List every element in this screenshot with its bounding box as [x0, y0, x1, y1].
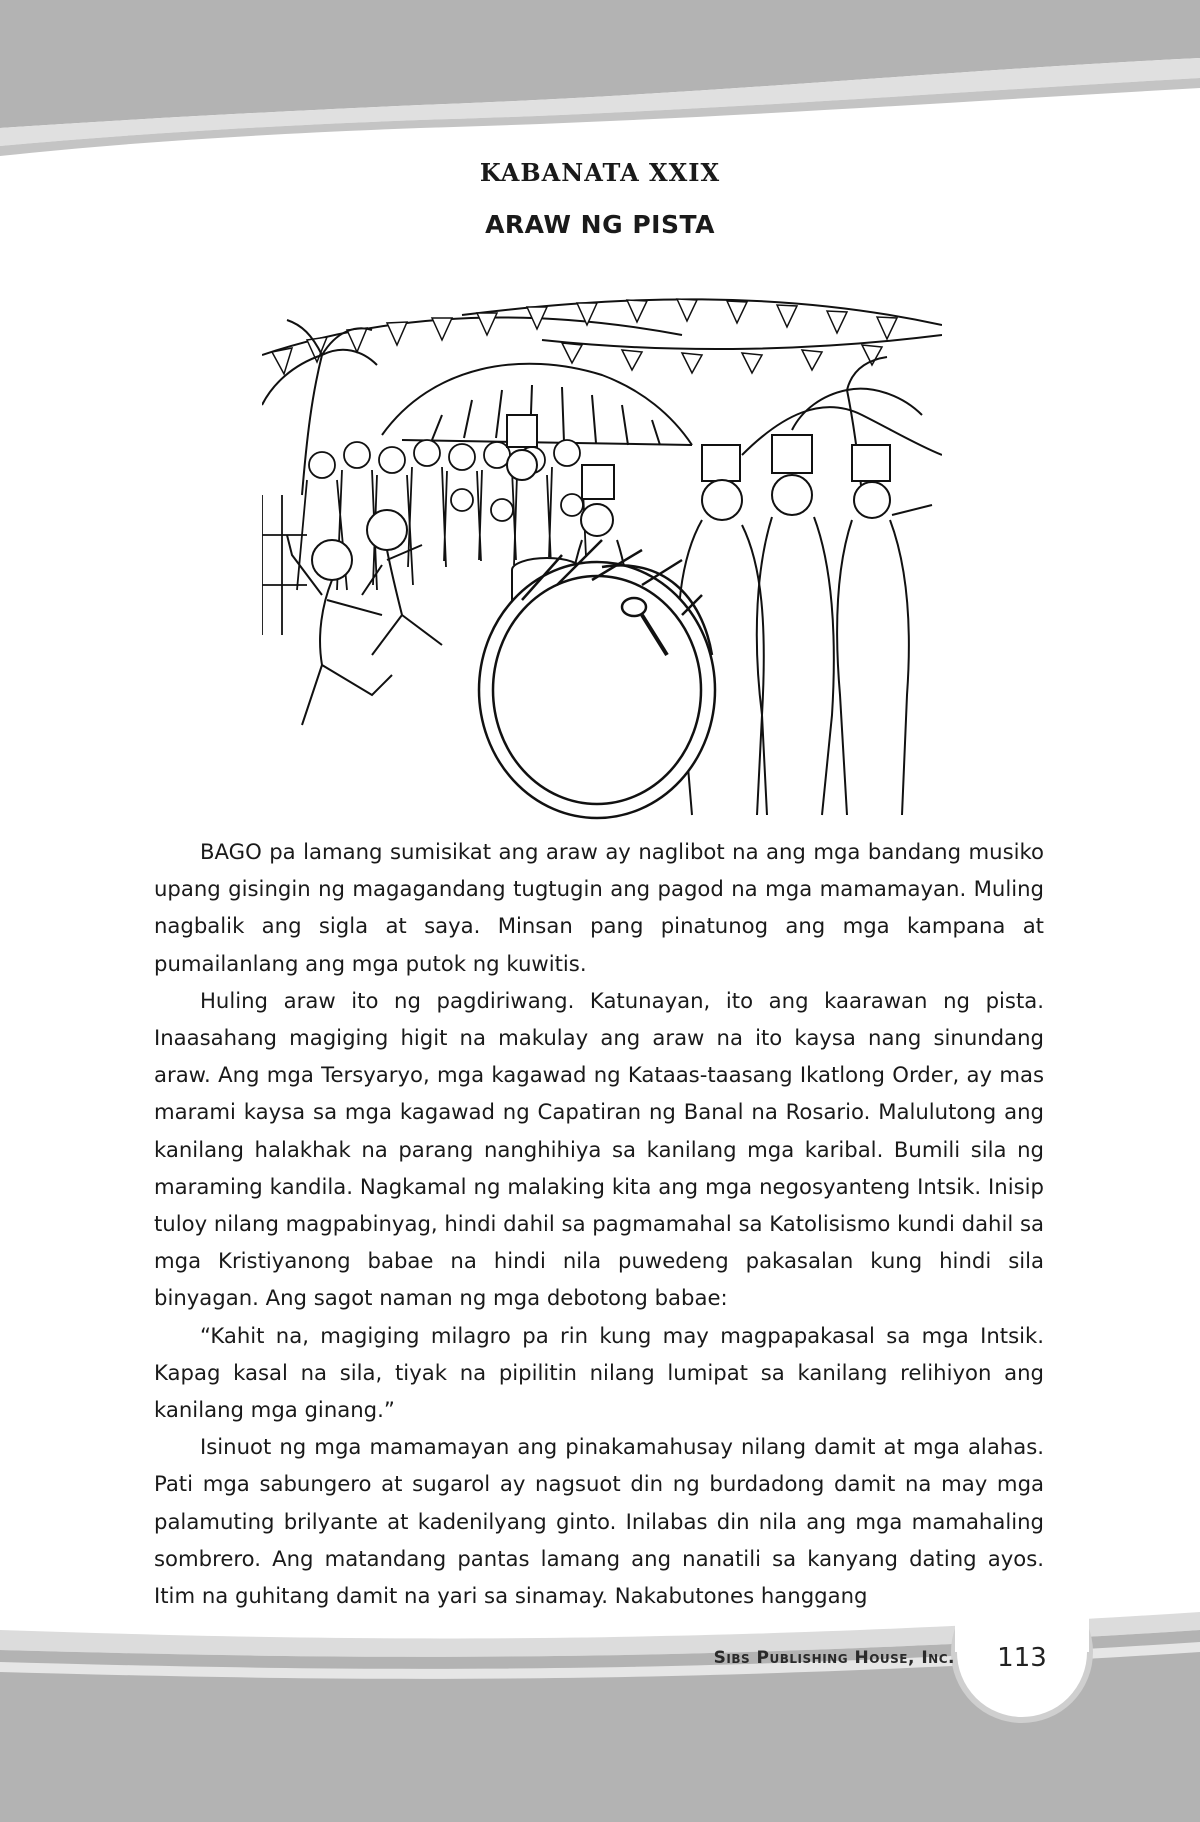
chapter-body — [154, 833, 1044, 1614]
paragraph-1: BAGO pa lamang sumisikat ang araw ay naglibot na ang mga bandang musiko upang gisingin ng magagandang tugtugin ang pagod na mga mamamayan. Muling nagbalik ang sigla at saya. Minsan pang pinatunog ang mga kampana at pumailanlang ang mga putok ng kuwitis. — [154, 839, 1044, 976]
page-number: 113 — [997, 1643, 1047, 1673]
paragraph-4: Isinuot ng mga mamamayan ang pinakamahusay nilang damit at mga alahas. Pati mga sabungero at sugarol ay nagsuot din ng burdadong damit na may mga palamuting brilyante at kadenilyang ginto. Inilabas din nila ang mga mamahaling sombrero. Ang matandang pantas lamang ang nanatili sa kanyang dating ayos. Itim na guhitang damit na yari sa sinamay. Nakabutones hanggang — [154, 1434, 1044, 1609]
festival-band-illustration — [262, 295, 942, 820]
chapter-number: KABANATA XXIX — [479, 158, 721, 187]
paragraph-3: “Kahit na, magiging milagro pa rin kung may magpapakasal sa mga Intsik. Kapag kasal na sila, tiyak na pipilitin nilang lumipat sa kanilang relihiyon ang kanilang mga ginang.” — [154, 1322, 1044, 1423]
paragraph-2: Huling araw ito ng pagdiriwang. Katunayan, ito ang kaarawan ng pista. Inaasahang magiging higit na makulay ang araw na ito kaysa nang sinundang araw. Ang mga Tersyaryo, mga kagawad ng Kataas-taasang Ikatlong Order, ay mas marami kaysa sa mga kagawad ng Capatiran ng Banal na Rosario. Malulutong ang kanilang halakhak na parang nanghihiya sa kanilang mga karibal. Bumili sila ng maraming kandila. Nagkamal ng malaking kita ang mga negosyanteng Intsik. Inisip tuloy nilang magpabinyag, hindi dahil sa pagmamahal sa Katolisismo kundi dahil sa mga Kristiyanong babae na hindi nila puwedeng pakasalan kung hindi sila binyagan. Ang sagot naman ng mga debotong babae: — [154, 987, 1045, 1311]
publisher-name: Sibs Publishing House, Inc. — [713, 1648, 955, 1668]
chapter-title: ARAW NG PISTA — [485, 210, 715, 239]
bottom-decorative-band — [0, 1600, 1200, 1822]
